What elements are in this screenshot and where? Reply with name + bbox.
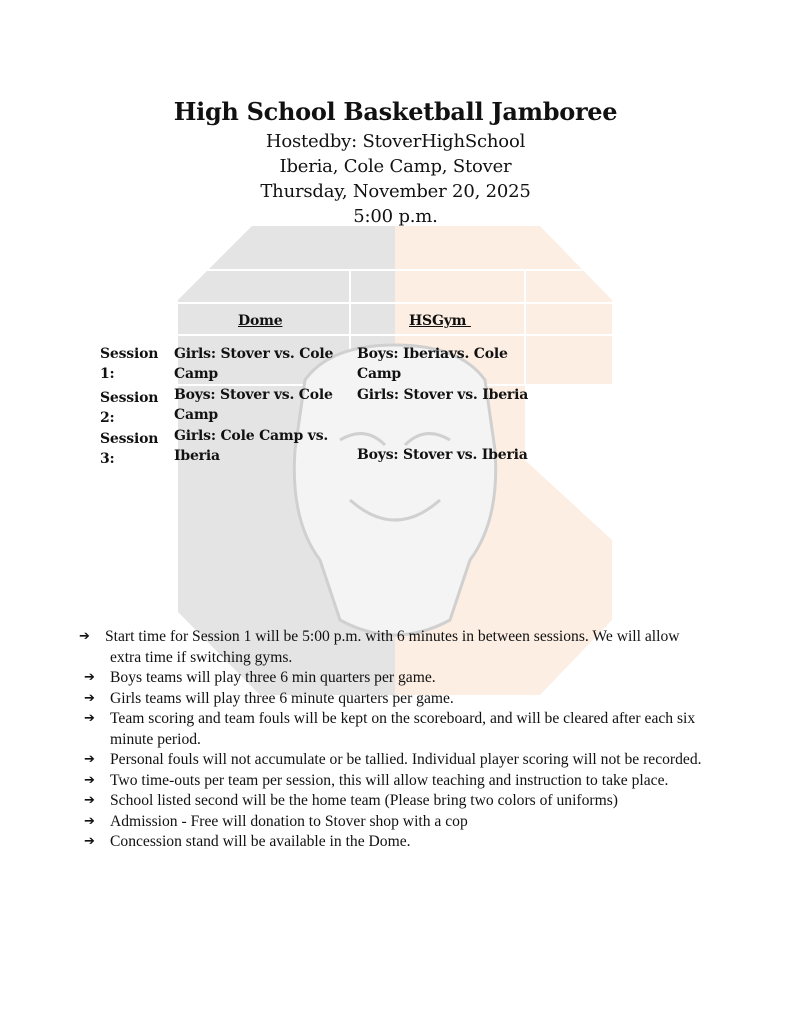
list-item: ➔ Girls teams will play three 6 minute quarters per game. [84, 689, 704, 710]
arrow-bullet-icon: ➔ [84, 690, 95, 706]
list-item: ➔ Personal fouls will not accumulate or be tallied. Individual player scoring will not be recorded. [84, 750, 704, 771]
list-item: ➔ Concession stand will be available in the Dome. [84, 832, 704, 853]
host-line: Hostedby: StoverHighSchool [265, 131, 526, 152]
session-2-dome: Boys: Stover vs. Cole Camp [174, 387, 333, 423]
list-item: ➔ Team scoring and team fouls will be kept on the scoreboard, and will be cleared after each six minute period. [84, 710, 696, 748]
session-2-gym: Girls: Stover vs. Iberia [357, 387, 529, 403]
list-item: ➔ Admission - Free will donation to Stover shop with a cop [84, 812, 704, 833]
session-3-dome: Girls: Cole Camp vs. Iberia [174, 428, 329, 464]
teams-line: Iberia, Cole Camp, Stover [279, 156, 512, 177]
document-header [0, 95, 791, 229]
session-1-dome: Girls: Stover vs. Cole Camp [174, 346, 334, 382]
session-3-gym: Boys: Stover vs. Iberia [357, 447, 528, 463]
column-header-dome: Dome [238, 313, 283, 329]
date-line: Thursday, November 20, 2025 [260, 181, 531, 202]
column-header-hsgym: HSGym [409, 313, 471, 329]
rules-list [79, 627, 704, 853]
list-item: ➔ Boys teams will play three 6 min quarters per game. [84, 668, 704, 689]
list-item: ➔ Start time for Session 1 will be 5:00 p.m. with 6 minutes in between sessions. We will allow extra time if switching gyms. [79, 628, 680, 666]
time-line: 5:00 p.m. [353, 206, 438, 227]
arrow-bullet-icon: ➔ [84, 752, 95, 767]
list-item: ➔ Two time-outs per team per session, this will allow teaching and instruction to take place. [84, 771, 704, 792]
arrow-bullet-icon: ➔ [84, 772, 95, 788]
session-1-label: Session 1: [100, 346, 159, 382]
session-1-gym: Boys: Iberiavs. Cole Camp [357, 346, 508, 382]
arrow-bullet-icon: ➔ [84, 813, 95, 829]
arrow-bullet-icon: ➔ [84, 711, 95, 726]
arrow-bullet-icon: ➔ [84, 793, 95, 808]
list-item: ➔ School listed second will be the home team (Please bring two colors of uniforms) [84, 791, 704, 812]
arrow-bullet-icon: ➔ [84, 670, 95, 685]
arrow-bullet-icon: ➔ [79, 629, 90, 644]
session-2-label: Session 2: [100, 390, 159, 426]
page-title: High School Basketball Jamboree [173, 97, 618, 126]
arrow-bullet-icon: ➔ [84, 834, 95, 849]
session-3-label: Session 3: [100, 431, 159, 467]
